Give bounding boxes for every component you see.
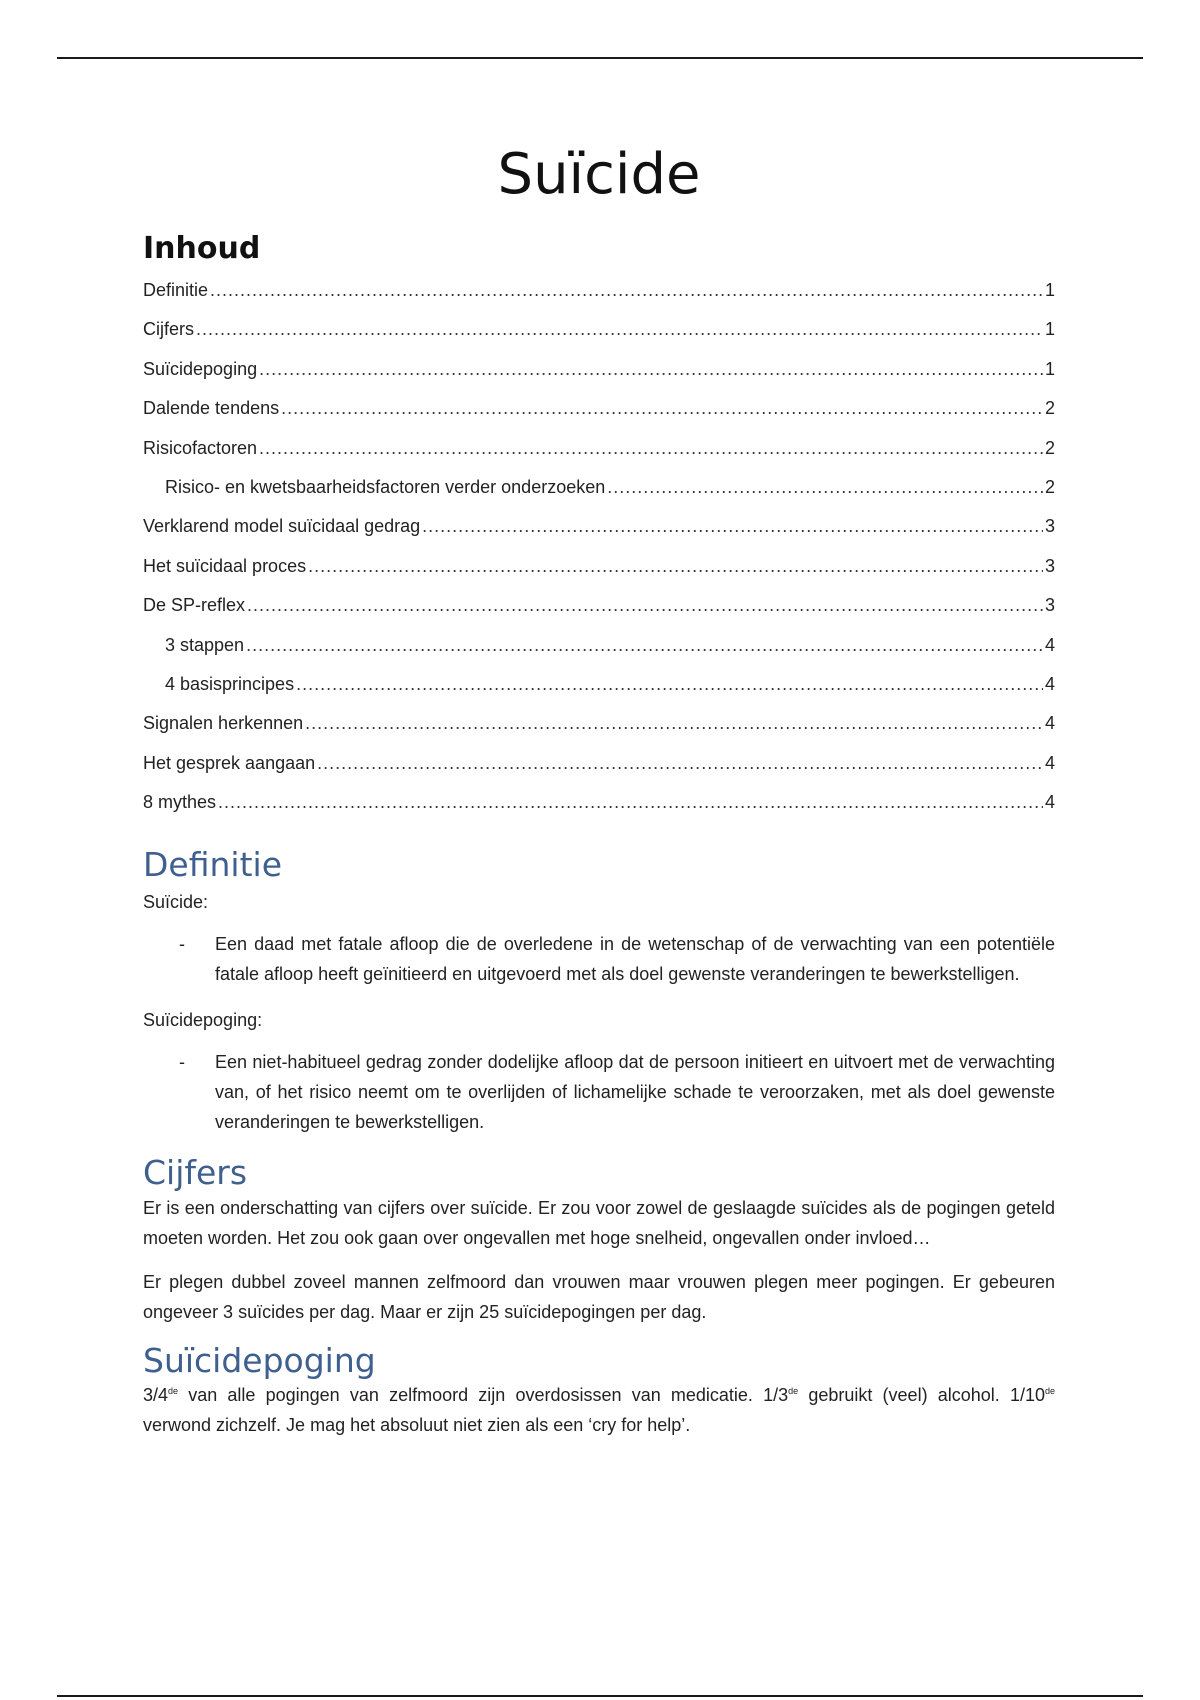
- suicidepoging-definition: Een niet-habitueel gedrag zonder dodelijke afloop dat de persoon initieert en uitvoert met de verwachting van, of het risico neemt om te overlijden of lichamelijke schade te veroorzaken, met als doel gewenste veranderingen te bewerkstelligen.: [215, 1052, 1055, 1133]
- toc-entry-label: Risico- en kwetsbaarheidsfactoren verder onderzoeken: [165, 476, 606, 497]
- text-run: 3/4: [143, 1385, 169, 1406]
- suicidepoging-label: Suïcidepoging:: [143, 1010, 263, 1031]
- toc-entry[interactable]: [143, 516, 1055, 555]
- page-content: [143, 130, 1055, 1454]
- toc-entry[interactable]: [143, 359, 1055, 398]
- text-run: verwond zichzelf. Je mag het absoluut niet zien als een ‘cry for help’.: [143, 1415, 691, 1436]
- toc-entry-label: De SP-reflex: [143, 595, 246, 616]
- toc-dot-leader: [259, 438, 1043, 459]
- toc-entry-page: 2: [1044, 437, 1055, 458]
- toc-entry-page: 4: [1044, 792, 1055, 813]
- bullet-dash: -: [179, 934, 185, 955]
- toc-entry-page: 3: [1044, 595, 1055, 616]
- toc-entry[interactable]: [143, 792, 1055, 831]
- toc-dot-leader: [296, 674, 1043, 695]
- toc-entry-label: Risicofactoren: [143, 437, 258, 458]
- toc-entry-label: Verklarend model suïcidaal gedrag: [143, 516, 421, 537]
- toc-dot-leader: [210, 280, 1043, 301]
- toc-entry-label: Het gesprek aangaan: [143, 752, 316, 773]
- toc-entry[interactable]: [143, 556, 1055, 595]
- toc-entry[interactable]: [143, 438, 1055, 477]
- toc-dot-leader: [422, 516, 1043, 537]
- toc-entry-page: 4: [1044, 713, 1055, 734]
- section-heading-suicidepoging: Suïcidepoging: [143, 1340, 376, 1380]
- toc-entry-page: 1: [1044, 280, 1055, 300]
- toc-dot-leader: [305, 713, 1043, 734]
- toc-dot-leader: [196, 319, 1043, 340]
- toc-entry[interactable]: [143, 477, 1055, 516]
- toc-dot-leader: [218, 792, 1043, 813]
- toc-entry-label: 3 stappen: [165, 634, 245, 655]
- toc-entry-page: 1: [1044, 358, 1055, 379]
- cijfers-paragraph-1: Er is een onderschatting van cijfers over suïcide. Er zou voor zowel de geslaagde suïcides als de pogingen geteld moeten worden. Het zou ook gaan over ongevallen met hoge snelheid, ongevallen onder invloed…: [143, 1197, 1055, 1248]
- toc-entry-page: 3: [1044, 555, 1055, 576]
- list-item: [143, 929, 1055, 989]
- top-rule: [57, 57, 1143, 59]
- document-title: Suïcide: [497, 142, 701, 207]
- table-of-contents: [143, 280, 1055, 831]
- toc-entry-label: 8 mythes: [143, 792, 217, 813]
- toc-entry-label: Dalende tendens: [143, 398, 280, 419]
- toc-entry-label: Signalen herkennen: [143, 713, 304, 734]
- toc-entry-label: Definitie: [143, 280, 209, 300]
- toc-dot-leader: [317, 753, 1043, 774]
- toc-dot-leader: [246, 635, 1043, 656]
- superscript: de: [168, 1386, 179, 1397]
- toc-entry-page: 3: [1044, 516, 1055, 537]
- toc-entry-page: 4: [1044, 634, 1055, 655]
- toc-entry-page: 4: [1044, 752, 1055, 773]
- section-heading-cijfers: Cijfers: [143, 1153, 248, 1193]
- toc-entry-page: 2: [1044, 398, 1055, 419]
- section-heading-definitie: Definitie: [143, 845, 282, 885]
- toc-entry[interactable]: [143, 753, 1055, 792]
- toc-heading: Inhoud: [143, 231, 261, 266]
- list-item: [143, 1047, 1055, 1137]
- bullet-dash: -: [179, 1052, 185, 1073]
- bottom-rule: [57, 1695, 1143, 1697]
- text-run: van alle pogingen van zelfmoord zijn overdosissen van medicatie. 1/3: [178, 1385, 789, 1406]
- toc-entry[interactable]: [143, 319, 1055, 358]
- toc-entry-label: Suïcidepoging: [143, 358, 258, 379]
- toc-entry-label: Het suïcidaal proces: [143, 555, 307, 576]
- toc-dot-leader: [259, 359, 1043, 380]
- toc-dot-leader: [281, 398, 1043, 419]
- toc-entry[interactable]: [143, 713, 1055, 752]
- toc-entry[interactable]: [143, 635, 1055, 674]
- superscript: de: [788, 1386, 799, 1397]
- toc-entry-page: 2: [1044, 476, 1055, 497]
- toc-entry[interactable]: [143, 398, 1055, 437]
- suicide-definition: Een daad met fatale afloop die de overledene in de wetenschap of de verwachting van een potentiële fatale afloop heeft geïnitieerd en uitgevoerd met als doel gewenste veranderingen te bewerkstelligen.: [215, 934, 1055, 985]
- toc-entry[interactable]: [143, 595, 1055, 634]
- toc-entry[interactable]: [143, 280, 1055, 319]
- toc-dot-leader: [247, 595, 1043, 616]
- toc-entry-label: Cijfers: [143, 319, 195, 340]
- toc-entry-label: 4 basisprincipes: [165, 673, 295, 694]
- superscript: de: [1045, 1386, 1056, 1397]
- toc-entry-page: 1: [1044, 319, 1055, 340]
- toc-entry-page: 4: [1044, 673, 1055, 694]
- suicide-label: Suïcide:: [143, 892, 209, 913]
- toc-entry[interactable]: [143, 674, 1055, 713]
- toc-dot-leader: [607, 477, 1043, 498]
- text-run: gebruikt (veel) alcohol. 1/10: [798, 1385, 1045, 1406]
- toc-dot-leader: [308, 556, 1043, 577]
- suicidepoging-paragraph: [143, 1380, 1055, 1440]
- cijfers-paragraph-2: Er plegen dubbel zoveel mannen zelfmoord dan vrouwen maar vrouwen plegen meer pogingen. Er gebeuren ongeveer 3 suïcides per dag. Maar er zijn 25 suïcidepogingen per dag.: [143, 1271, 1055, 1322]
